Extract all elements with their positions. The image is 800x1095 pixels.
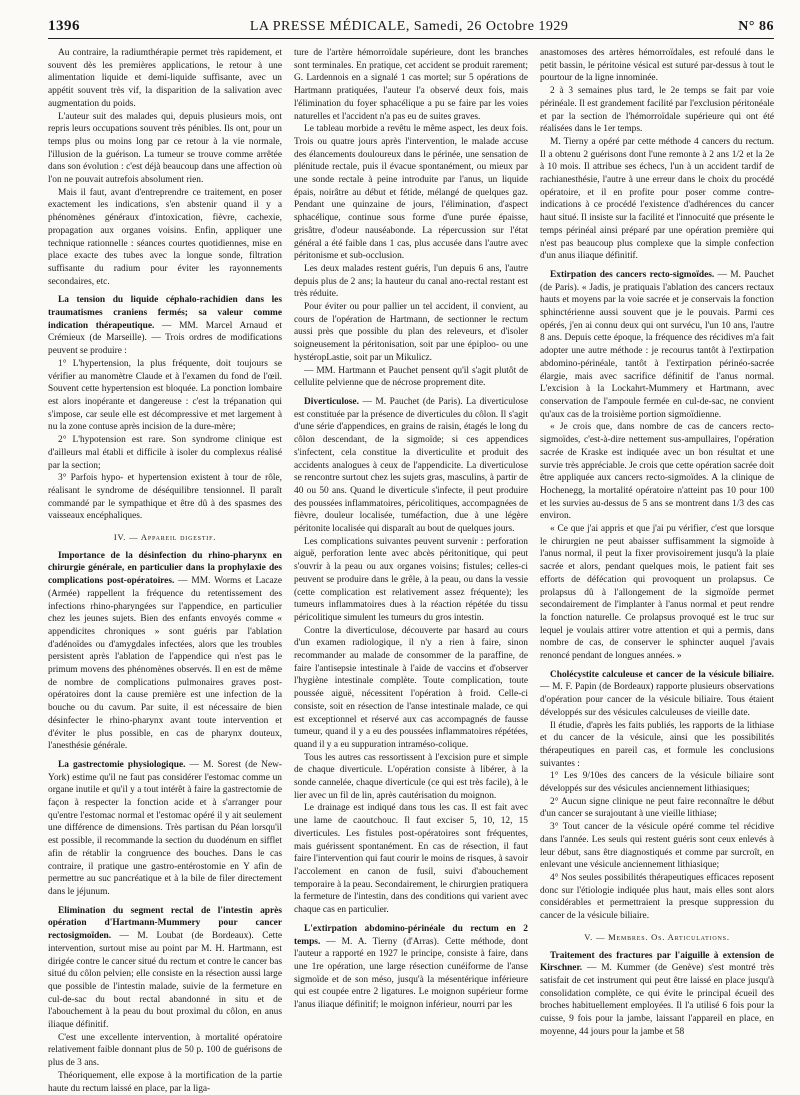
- article-paragraph: [48, 550, 282, 753]
- body-paragraph: « Je crois que, dans nombre de cas de cancers recto-sigmoïdes, c'est-à-dire nettement sus-ampullaires, l'opération sacrée de Kraske est indiquée avec un bon résultat et une survie très appréciable. Je crois que cette opération sacrée doit être appliquée aux cancers recto-sigmoïdes. A la clinique de Hochenegg, la mortalité opératoire n'atteint pas 10 pour 100 et les survies au-dessus de 5 ans se montrent dans 1/3 des cas environ.: [540, 422, 774, 522]
- body-paragraph: 3° Parfois hypo- et hypertension existent à tour de rôle, réalisant le syndrome de déséquilibre tensionnel. Il paraît commandé par le sympathique et être dû à des spasmes des vaisseaux encéphaliques.: [48, 473, 282, 522]
- article-title: Importance de la désinfection du rhino-pharynx en chirurgie générale, en particulier dans la prophylaxie des complications post-opératoires.: [48, 550, 282, 587]
- body-paragraph: L'auteur suit des malades qui, depuis plusieurs mois, ont repris leurs occupations souvent très pénibles. Ils ont, pour un temps plus ou moins long par ce retour à la vie normale, l'illusion de la guérison. La tumeur se trouve comme arrêtée dans son évolution : c'est déjà beaucoup dans une affection où l'on ne pouvait autrefois absolument rien.: [48, 111, 282, 186]
- article-title: La gastrectomie physiologique.: [58, 759, 186, 770]
- body-paragraph: anastomoses des artères hémorroïdales, est refoulé dans le petit bassin, le péritoine vésical est suturé par-dessus à tout le pourtour de la ligne innominée.: [540, 48, 774, 84]
- article-body: — M. Pauchet (de Paris). « Jadis, je pratiquais l'ablation des cancers rectaux hauts et moyens par la voie sacrée et je conservais la fonction sphinctérienne aussi souvent que je le pouvais. Parmi ces opérés, j'en ai connu deux qui ont survécu, l'un 10 ans, l'autre 8 ans. Depuis cette époque, la fréquence des récidives m'a fait adopter une autre méthode : je recourus tantôt à l'extirpation abdomino-périnéale, tantôt à l'extirpation périnéo-sacrée élargie, mais avec sacrifice définitif de l'anus normal. L'excision à la Lockahrt-Mummery et Hartmann, avec conservation de l'ampoule fermée en cul-de-sac, ne convient qu'aux cas de la troisième portion sigmoïdienne.: [540, 269, 774, 420]
- article-paragraph: [540, 269, 774, 421]
- article-paragraph: [48, 294, 282, 358]
- article-paragraph: [540, 950, 774, 1039]
- article-body: — M. Sorest (de New-York) estime qu'il ne faut pas considérer l'estomac comme un organe inutile et qu'il y a tout intérêt à faire la gastrectomie de façon à respecter la fonction acide et à s'arranger pour qu'entre l'estomac normal et l'estomac opéré il y ait seulement une différence de dimensions. Très partisan du Péan lorsqu'il est possible, il recommande la section du duodénum en sifflet afin de rétablir la congruence des bouches. Dans le cas contraire, il pratique une gastro-entérostomie en Y afin de permettre au suc pancréatique et à la bile de filer directement dans le jéjunum.: [48, 759, 283, 897]
- article-body: — MM. Marcel Arnaud et Crémieux (de Marseille). — Trois ordres de modifications peuvent se produire :: [48, 320, 282, 357]
- body-paragraph: — MM. Hartmann et Pauchet pensent qu'il s'agit plutôt de cellulite pelvienne que de nécrose proprement dite.: [294, 365, 528, 389]
- body-paragraph: Les complications suivantes peuvent survenir : perforation aiguë, perforation lente avec abcès péritonitique, qui peut s'ouvrir à la peau ou aux organes voisins; fistules; celles-ci peuvent se produire dans le grêle, à la peau, ou dans la vessie (cette complication est relativement assez fréquente); les tumeurs inflammatoires dues à la réaction répétée du tissu péricolitique simulent les tumeurs du gros intestin.: [294, 536, 528, 623]
- article-paragraph: [48, 759, 282, 899]
- article-paragraph: [294, 396, 528, 536]
- article-title: La tension du liquide céphalo-rachidien dans les traumatismes craniens fermés; sa valeur comme indication thérapeutique.: [48, 295, 282, 331]
- body-paragraph: Le tableau morbide a revêtu le même aspect, les deux fois. Trois ou quatre jours après l'intervention, le malade accuse des élancements douloureux dans le périnée, une sensation de plénitude rectale, puis il évacue spontanément, ou mieux par une sonde rectale à peine introduite par l'anus, un liquide épais, noirâtre au début et fétide, mélangé de quelques gaz. Pendant une quinzaine de jours, l'élimination, d'aspect sphacélique, continue sous forme d'une purée épaisse, grisâtre, d'odeur nauséabonde. La répercussion sur l'état général a été faible dans 1 cas, plus accusée dans l'autre avec péritonisme et sub-occlusion.: [294, 124, 528, 262]
- body-paragraph: 2° L'hypotension est rare. Son syndrome clinique est d'ailleurs mal établi et difficile à isoler du complexus réalisé par la section;: [48, 435, 282, 471]
- article-paragraph: [540, 669, 774, 720]
- article-title: Extirpation des cancers recto-sigmoïdes.: [550, 269, 715, 280]
- body-paragraph: 1° L'hypertension, la plus fréquente, doit toujours se vérifier au manomètre Claude et à l'examen du fond de l'œil. Souvent cette hypertension est bloquée. La ponction lombaire est alors inopérante et dangereuse : c'est la trépanation qui s'impose, car seule elle est décompressive et met largement à nu la zone contuse après incision de la dure-mère;: [48, 358, 282, 433]
- journal-title: LA PRESSE MÉDICALE, Samedi, 26 Octobre 1929: [249, 19, 569, 34]
- body-paragraph: Il étudie, d'après les faits publiés, les rapports de la lithiase et du cancer de la vésicule, ainsi que les possibilités thérapeutiques en pareil cas, et formule les conclusions suivantes :: [540, 720, 774, 769]
- article-body: — M. F. Papin (de Bordeaux) rapporte plusieurs observations d'opération pour cancer de la vésicule biliaire. Tous étaient développés sur des vésicules calculeuses de vieille date.: [540, 682, 774, 718]
- section-heading: V. — Membres. Os. Articulations.: [584, 931, 730, 942]
- section-heading: IV. — Appareil digestif.: [113, 532, 217, 543]
- article-paragraph: [48, 905, 282, 1032]
- article-title: Traitement des fractures par l'aiguille à extension de Kirschner.: [540, 950, 774, 974]
- body-paragraph: 3° Tout cancer de la vésicule opéré comme tel récidive dans l'année. Les seuls qui restent guéris sont ceux enlevés à leur début, sans être diagnostiqués et comme par surcroît, en enlevant une vésicule anciennement lithiasique;: [540, 822, 774, 871]
- body-paragraph: M. Tierny a opéré par cette méthode 4 cancers du rectum. Il a obtenu 2 guérisons dont l'une remonte à 2 ans 1/2 et la 2e à 10 mois. Il attribue ses échecs, l'un à un accident tardif de rachianesthésie, l'autre à une erreur dans le choix du procédé opératoire, et il en profite pour poser comme contre-indications à ce procédé l'existence d'adhérences du cancer haut situé. Il insiste sur la facilité et l'innocuité que présente le temps périnéal ainsi préparé par une opération première qui n'est pas beaucoup plus complexe que la simple confection d'un anus iliaque définitif.: [540, 136, 774, 262]
- column-1: [48, 47, 283, 1094]
- body-paragraph: Tous les autres cas ressortissent à l'excision pure et simple de chaque diverticule. L'opération consiste à libérer, à la sonde cannelée, chaque diverticule (ce qui est très facile), à le lier avec un fil de lin, après cautérisation du moignon.: [294, 752, 528, 801]
- page-header: [48, 18, 774, 39]
- text-columns: [48, 47, 774, 1094]
- body-paragraph: Pour éviter ou pour pallier un tel accident, il convient, au cours de l'opération de Hartmann, de sectionner le rectum aussi près que possible du plan des releveurs, et d'isoler soigneusement la péritonisation, soit par une épiploo- ou une hystéropLastie, soit par un Mikulicz.: [294, 302, 528, 363]
- body-paragraph: 4° Nos seules possibilités thérapeutiques efficaces reposent donc sur l'étiologie indiquée plus haut, mais elles sont alors considérables et permettraient la presque suppression du cancer de la vésicule biliaire.: [540, 873, 774, 922]
- page-number: 1396: [48, 18, 80, 34]
- column-2: [294, 47, 528, 1067]
- article-body: — M. A. Tierny (d'Arras). Cette méthode, dont l'auteur a rapporté en 1927 le principe, consiste à faire, dans une 1re opération, une large résection cunéiforme de l'anse sigmoïde et de son méso, jusqu'à la mésentérique inférieure qui est coupée entre 2 ligatures. Le moignon supérieur forme l'anus iliaque définitif; le moignon inférieur, nourri par les: [294, 936, 528, 1011]
- article-title: Cholécystite calculeuse et cancer de la vésicule biliaire.: [550, 669, 774, 680]
- body-paragraph: Les deux malades restent guéris, l'un depuis 6 ans, l'autre depuis plus de 2 ans; la hauteur du canal ano-rectal restant est très réduite.: [294, 263, 528, 300]
- body-paragraph: ture de l'artère hémorroïdale supérieure, dont les branches sont terminales. En pratique, cet accident se produit rarement; G. Lardennois en a signalé 1 cas mortel; sur 5 opérations de Hartmann pratiquées, l'auteur l'a observé deux fois, mais l'élimination du foyer sphacélique a pu se faire par les voies naturelles et l'accident n'a pas eu de suites graves.: [294, 48, 528, 122]
- body-paragraph: Le drainage est indiqué dans tous les cas. Il est fait avec une lame de caoutchouc. Il faut exciser 5, 10, 12, 15 diverticules. Les fistules post-opératoires sont fréquentes, mais guérissent spontanément. En cas de résection, il faut faire l'intervention qui faut courir le moins de risques, à savoir l'accolement en canon de fusil, suivi d'abouchement temporaire à la peau. Secondairement, le chirurgien pratiquera la fermeture de l'intestin, dans des conditions qui varient avec chaque cas en particulier.: [294, 803, 528, 916]
- article-body: — M. Kummer (de Genève) s'est montré très satisfait de cet instrument qui peut être laissé en place jusqu'à consolidation complète, ce qui évite le principal écueil des broches habituellement employées. Il l'a utilisé 6 fois pour la cuisse, 9 fois pour la jambe, laissant l'appareil en place, en moyenne, 44 jours pour la jambe et 58: [540, 963, 774, 1037]
- article-body: — MM. Worms et Lacaze (Armée) rappellent la fréquence du retentissement des infections rhino-pharyngées sur l'appendice, en particulier chez les jeunes sujets. Bien des enfants envoyés comme « appendicites chroniques » sont guéris par l'ablation d'adénoïdes ou d'amygdales infectées, alors que les troubles persistent après l'ablation de l'appendice qui n'est pas le primum movens des phénomènes observés. Il en est de même de nombre de complications pulmonaires graves post-opératoires dont la cause première est une infection de la bouche ou du cavum. Par suite, il est nécessaire de bien désinfecter le rhino-pharynx avant toute intervention et d'éviter le plus possible, en cas de pharynx douteux, l'anesthésie générale.: [48, 576, 282, 752]
- body-paragraph: C'est une excellente intervention, à mortalité opératoire relativement faible donnant plus de 50 p. 100 de guérisons de plus de 3 ans.: [48, 1032, 282, 1069]
- body-paragraph: Contre la diverticulose, découverte par hasard au cours d'un examen radiologique, il n'y a rien à faire, sinon recommander au malade de consommer de la paraffine, de faire l'antisepsie intestinale à l'aide de vaccins et d'observer l'hygiène intestinale complète. Toute complication, toute poussée aiguë, nécessitent l'opération à froid. Celle-ci consiste, soit en résection de l'anse intestinale malade, ce qui est exceptionnel et réservé aux cas accompagnés de fausse tumeur, quand il y a eu des poussées inflammatoires répétées, quand il y a eu suppuration intraméso-colique.: [294, 625, 528, 750]
- body-paragraph: 2° Aucun signe clinique ne peut faire reconnaître le début d'un cancer se surajoutant à une vieille lithiase;: [540, 796, 774, 820]
- body-paragraph: Théoriquement, elle expose à la mortification de la partie haute du rectum laissé en place, par la liga-: [48, 1070, 282, 1094]
- body-paragraph: « Ce que j'ai appris et que j'ai pu vérifier, c'est que lorsque le chirurgien ne peut abaisser suffisamment la sigmoïde à l'anus normal, il peut la fixer provisoirement jusqu'à la plaie sacrée et alors, pendant quelques mois, le patient fait ses efforts de défécation qui provoquent un prolapsus. Ce prolapsus dû à l'allongement de la sigmoïde permet secondairement de l'implanter à l'anus normal et peut rendre la fonction naturelle. Ce prolapsus provoqué est le truc sur lequel je voulais attirer votre attention et qui a permis, dans nombre de cas, de conserver le sphincter auquel j'avais renoncé pendant de longues années. »: [540, 524, 774, 662]
- body-paragraph: 2 à 3 semaines plus tard, le 2e temps se fait par voie périnéale. Il est grandement facilité par l'exclusion péritonéale et par la section de l'hémorroïdale supérieure qui ont été réalisées dans le 1er temps.: [540, 86, 774, 135]
- article-paragraph: [294, 923, 528, 1012]
- article-title: Diverticulose.: [304, 396, 359, 407]
- body-paragraph: Mais il faut, avant d'entreprendre ce traitement, en poser exactement les indications, s'en abstenir quand il y a phénomènes généraux d'intoxication, fièvre, cachexie, propagation aux organes voisins. Enfin, appliquer une technique rationnelle : séances courtes quotidiennes, mise en place exacte des tubes avec la longue sonde, filtration suffisante du radium pour éviter les rayonnements secondaires, etc.: [48, 187, 282, 287]
- column-3: [540, 47, 774, 1067]
- article-title: Elimination du segment rectal de l'intestin après opération d'Hartmann-Mummery pour cancer rectosigmoïden.: [48, 905, 282, 942]
- article-body: — M. Loubat (de Bordeaux). Cette intervention, surtout mise au point par M. H. Hartmann, est dirigée contre le cancer situé du rectum et contre le cancer bas situé du côlon pelvien; elle consiste en la résection aussi large que possible de l'intestin malade, suivie de la fermeture en cul-de-sac du bout rectal abandonné in situ et de l'abouchement à la peau du bout proximal du côlon, en anus iliaque définitif.: [48, 931, 282, 1031]
- issue-number: N° 86: [738, 19, 774, 34]
- body-paragraph: 1° Les 9/10es des cancers de la vésicule biliaire sont développés sur des vésicules anciennement lithiasiques;: [540, 771, 774, 795]
- article-title: L'extirpation abdomino-périnéale du rectum en 2 temps.: [294, 923, 528, 947]
- article-body: — M. Pauchet (de Paris). La diverticulose est constituée par la présence de diverticules du côlon. Il s'agit d'une série d'appendices, en grains de raisin, étagés le long du côlon descendant, de la sigmoïde; si ces appendices s'infectent, cela constitue la diverticulite et produit des accidents analogues à ceux de l'appendicite. La diverticulose se rencontre surtout chez les sujets gras, masculins, à partir de 40 ou 50 ans. Quand le diverticule s'infecte, il peut produire des poussées inflammatoires, péricolitiques, accompagnées de fièvre, douleur localisée, tuméfaction, due à une légère péritonite localisée qui disparaît au bout de quelques jours.: [294, 396, 528, 535]
- body-paragraph: Au contraire, la radiumthérapie permet très rapidement, et souvent dès les premières applications, le retour à une alimentation liquide et demi-liquide suffisante, avec un appétit souvent très vif, la disparition de la salivation avec augmentation du poids.: [48, 48, 282, 109]
